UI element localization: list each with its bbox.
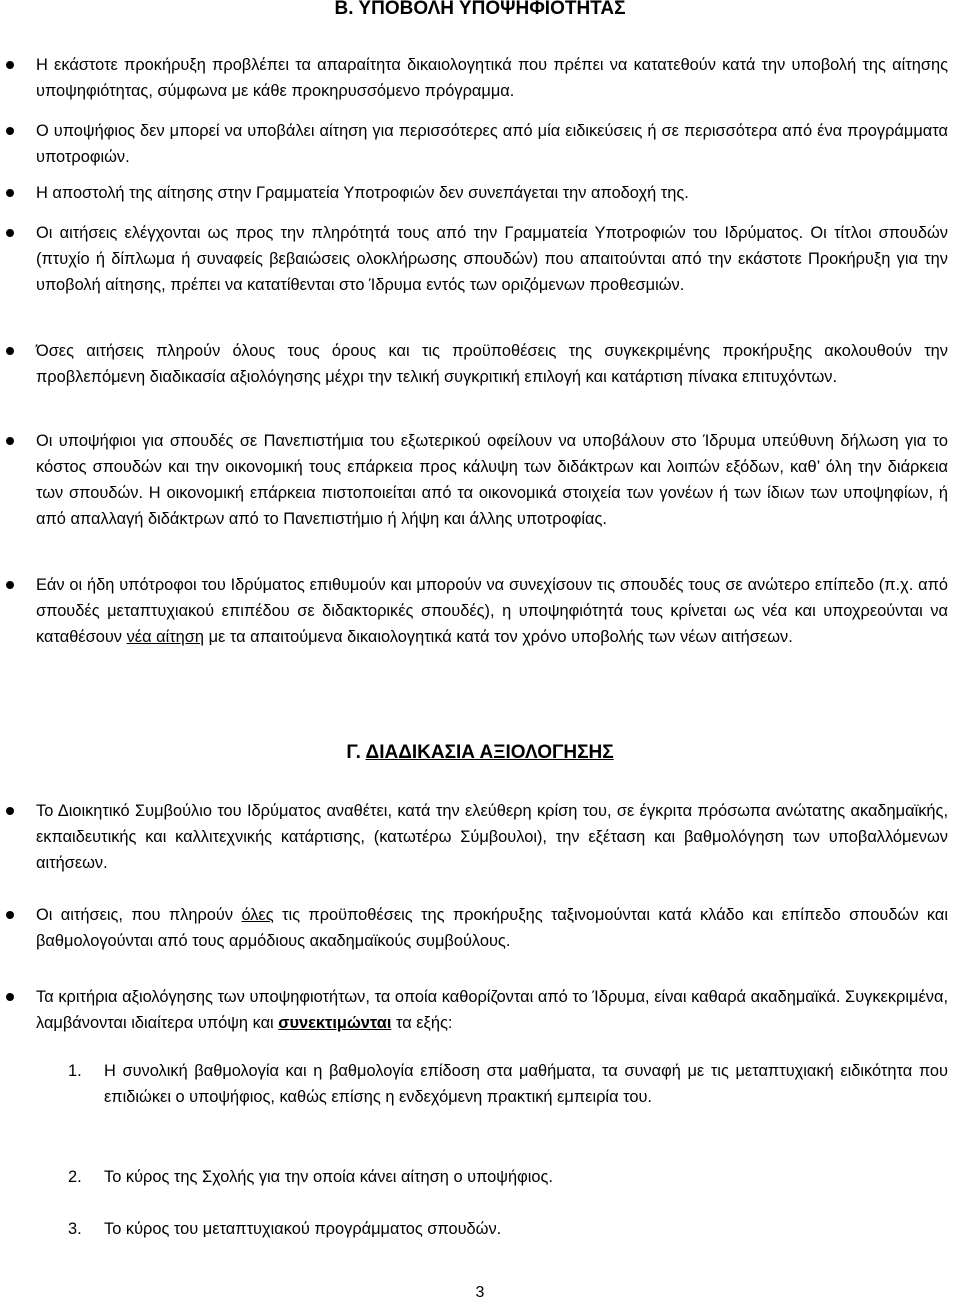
bullet-icon: [6, 61, 14, 69]
bullet-icon: [6, 229, 14, 237]
section-b-heading: Β. ΥΠΟΒΟΛΗ ΥΠΟΨΗΦΙΟΤΗΤΑΣ: [334, 0, 626, 19]
bullet-icon: [6, 807, 14, 815]
bullet-text: Οι υποψήφιοι για σπουδές σε Πανεπιστήμια του εξωτερικού οφείλουν να υποβάλουν στο Ίδρυμα υπεύθυνη δήλωση για το κόστος σπουδών και την οικονομική τους επάρκεια προς κάλυψη των διδάκτρων και λοιπών εξόδων, καθ’ όλη την διάρκεια των σπουδών. Η οικονομική επάρκεια πιστοποιείται από τα οικονομικά στοιχεία των γονέων ή των ίδιων των υποψηφίων, ή από απαλλαγή διδάκτρων από το Πανεπιστήμιο ή λήψη και άλλης υποτροφίας.: [36, 432, 948, 528]
criteria-number: 2.: [68, 1168, 82, 1186]
bullet-text: Οι αιτήσεις, που πληρούν όλες τις προϋποθέσεις της προκήρυξης ταξινομούνται κατά κλάδο και επίπεδο σπουδών και βαθμολογούνται από τους αρμόδιους ακαδημαϊκούς συμβούλους.: [36, 906, 948, 950]
new-application-emphasis: νέα αίτηση: [126, 628, 205, 646]
page-number: 3: [475, 1284, 485, 1301]
criteria-text: Η συνολική βαθμολογία και η βαθμολογία επίδοση στα μαθήματα, τα συναφή με τις μεταπτυχιακή ειδικότητα που επιδιώκει ο υποψήφιος, καθώς επίσης η ενδεχόμενη πρακτική εμπειρία του.: [104, 1062, 948, 1106]
bullet-icon: [6, 993, 14, 1001]
bullet-icon: [6, 581, 14, 589]
criteria-text: Το κύρος της Σχολής για την οποία κάνει αίτηση ο υποψήφιος.: [104, 1168, 553, 1186]
criteria-number: 1.: [68, 1062, 82, 1080]
bullet-text: Τα κριτήρια αξιολόγησης των υποψηφιοτήτων, τα οποία καθορίζονται από το Ίδρυμα, είναι καθαρά ακαδημαϊκά. Συγκεκριμένα, λαμβάνονται ιδιαίτερα υπόψη και συνεκτιμώνται τα εξής:: [36, 988, 948, 1032]
bullet-text: Ο υποψήφιος δεν μπορεί να υποβάλει αίτηση για περισσότερες από μία ειδικεύσεις ή σε περισσότερα από ένα προγράμματα υποτροφιών.: [36, 122, 948, 166]
bullet-icon: [6, 437, 14, 445]
bullet-icon: [6, 347, 14, 355]
criteria-number: 3.: [68, 1220, 82, 1238]
bullet-text: Όσες αιτήσεις πληρούν όλους τους όρους και τις προϋποθέσεις της συγκεκριμένης προκήρυξης ακολουθούν την προβλεπόμενη διαδικασία αξιολόγησης μέχρι την τελική συγκριτική επιλογή και κατάρτιση πίνακα επιτυχόντων.: [36, 342, 948, 386]
bullet-text: Η εκάστοτε προκήρυξη προβλέπει τα απαραίτητα δικαιολογητικά που πρέπει να κατατεθούν κατά την υποβολή της αίτησης υποψηφιότητας, σύμφωνα με κάθε προκηρυσσόμενο πρόγραμμα.: [36, 56, 948, 100]
bullet-text: Οι αιτήσεις ελέγχονται ως προς την πληρότητά τους από την Γραμματεία Υποτροφιών του Ιδρύματος. Οι τίτλοι σπουδών (πτυχίο ή δίπλωμα ή συναφείς βεβαιώσεις ολοκλήρωσης σπουδών) που απαιτούνται από την εκάστοτε Προκήρυξη για την υποβολή αίτησης, πρέπει να κατατίθενται στο Ίδρυμα εντός των οριζόμενων προθεσμιών.: [36, 224, 948, 294]
criteria-text: Το κύρος του μεταπτυχιακού προγράμματος σπουδών.: [104, 1220, 502, 1238]
all-emphasis: όλες: [241, 906, 274, 924]
bullet-icon: [6, 127, 14, 135]
bullet-icon: [6, 911, 14, 919]
bullet-icon: [6, 189, 14, 197]
bullet-text: Το Διοικητικό Συμβούλιο του Ιδρύματος αναθέτει, κατά την ελεύθερη κρίση του, σε έγκριτα πρόσωπα ανώτατης ακαδημαϊκής, εκπαιδευτικής και καλλιτεχνικής κατάρτισης, (κατωτέρω Σύμβουλοι), την εξέταση και βαθμολόγηση των υποβαλλόμενων αιτήσεων.: [36, 802, 948, 872]
section-c-heading: Γ. ΔΙΑΔΙΚΑΣΙΑ ΑΞΙΟΛΟΓΗΣΗΣ: [346, 742, 614, 763]
bullet-text: Εάν οι ήδη υπότροφοι του Ιδρύματος επιθυμούν και μπορούν να συνεχίσουν τις σπουδές τους σε ανώτερο επίπεδο (π.χ. από σπουδές μεταπτυχιακού επιπέδου σε διδακτορικές σπουδές), η υποψηφιότητά τους κρίνεται ως νέα και υποχρεούνται να καταθέσουν νέα αίτηση με τα απαιτούμενα δικαιολογητικά κατά τον χρόνο υποβολής των νέων αιτήσεων.: [36, 576, 948, 646]
bullet-text: Η αποστολή της αίτησης στην Γραμματεία Υποτροφιών δεν συνεπάγεται την αποδοχή της.: [36, 184, 689, 202]
taken-into-account-emphasis: συνεκτιμώνται: [278, 1014, 392, 1032]
